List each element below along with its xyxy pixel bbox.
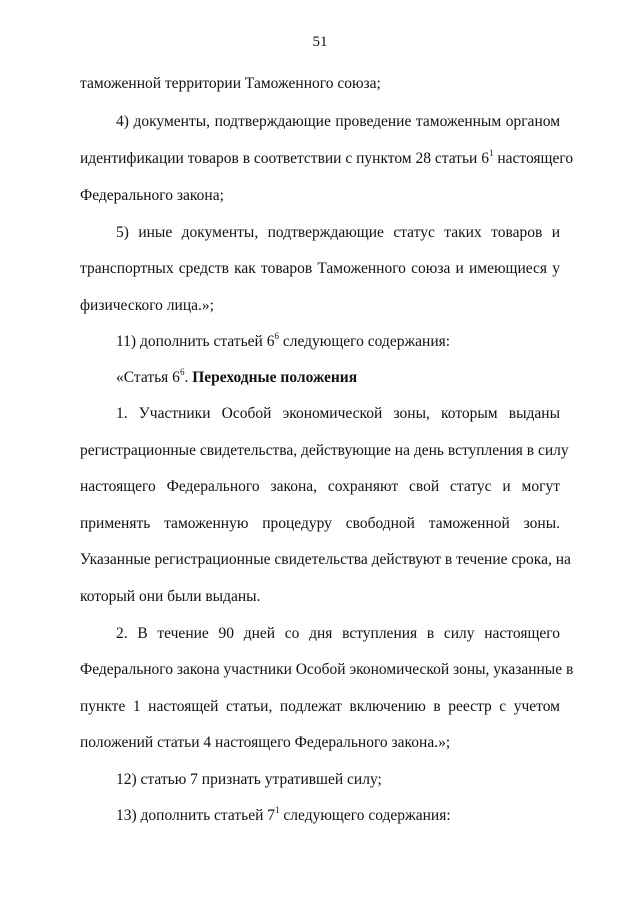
text-span: 11) дополнить статьей 6 — [116, 333, 275, 350]
text-span: идентификации товаров в соответствии с пунктом 28 статьи 6 — [80, 150, 489, 167]
text-line: который они были выданы. — [80, 588, 261, 605]
page-number: 51 — [312, 34, 328, 50]
superscript: 6 — [179, 367, 185, 377]
superscript: 1 — [488, 148, 494, 158]
text-line: транспортных средств как товаров Таможенного союза и имеющиеся у — [80, 260, 560, 277]
amendment-item-11 — [116, 331, 560, 353]
superscript: 1 — [275, 805, 280, 815]
text-line: настоящего Федерального закона, сохраняют свой статус и могут — [80, 478, 560, 495]
superscript: 6 — [274, 331, 279, 341]
paragraph-2: 2. В течение 90 дней со дня вступления в силу настоящего — [116, 625, 560, 642]
text-line: Указанные регистрационные свидетельства действуют в течение срока, на — [80, 551, 571, 568]
text-line: физического лица.»; — [80, 297, 214, 314]
text-line: регистрационные свидетельства, действующие на день вступления в силу — [80, 442, 569, 459]
text-line: Федерального закона участники Особой экономической зоны, указанные в — [80, 661, 574, 678]
text-line — [80, 148, 574, 170]
text-line: таможенной территории Таможенного союза; — [80, 75, 381, 92]
article-title: Переходные положения — [192, 369, 358, 386]
list-item-5: 5) иные документы, подтверждающие статус таких товаров и — [116, 224, 560, 241]
amendment-item-12: 12) статью 7 признать утратившей силу; — [116, 771, 382, 788]
text-span: следующего содержания: — [279, 807, 451, 824]
text-line: применять таможенную процедуру свободной таможенной зоны. — [80, 515, 560, 532]
text-span: «Статья 6 — [116, 369, 180, 386]
amendment-item-13 — [116, 805, 560, 827]
text-span: следующего содержания: — [278, 333, 451, 350]
text-span: . — [184, 369, 193, 386]
article-heading — [116, 367, 560, 389]
text-span: 13) дополнить статьей 7 — [116, 807, 276, 824]
text-line: положений статьи 4 настоящего Федерального закона.»; — [80, 734, 451, 751]
text-span: настоящего — [493, 150, 574, 167]
list-item-4: 4) документы, подтверждающие проведение таможенным органом — [116, 113, 560, 130]
text-line: Федерального закона; — [80, 187, 224, 204]
paragraph-1: 1. Участники Особой экономической зоны, которым выданы — [116, 405, 560, 422]
text-line: пункте 1 настоящей статьи, подлежат включению в реестр с учетом — [80, 698, 560, 715]
